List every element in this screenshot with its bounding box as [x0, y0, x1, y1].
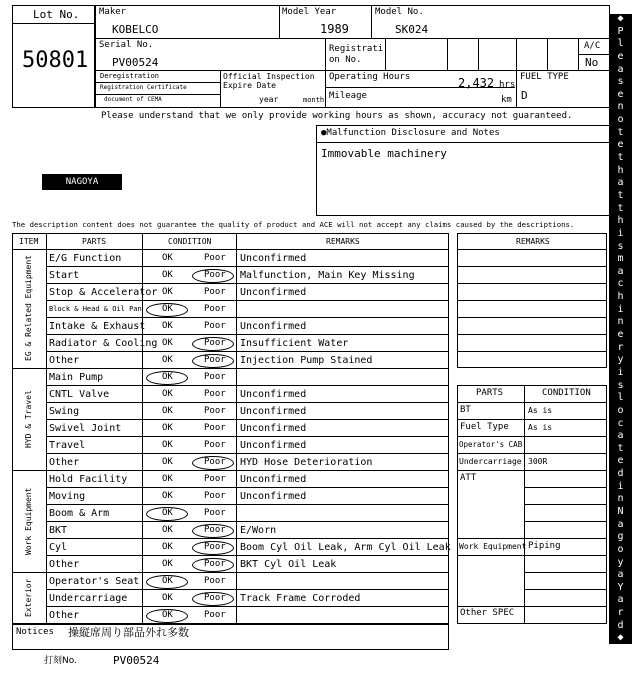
hrs-unit: hrs [499, 80, 516, 90]
side-note-text: ◆ P l e a s e n o t e t h a t t h i s m a c h i n e r y i s l o c a t e d i n N a g o y a Y a r d ◆ [617, 13, 624, 644]
ac-label: A/C [584, 41, 601, 51]
remark-text: Unconfirmed [240, 389, 307, 400]
poor-option: Poor [204, 253, 226, 263]
remark-text: Unconfirmed [240, 474, 307, 485]
notices-label: Notices [16, 627, 54, 637]
stamp-label: 打刻No. [44, 656, 77, 666]
remark-text: HYD Hose Deterioration [240, 457, 373, 468]
poor-option: Poor [204, 287, 226, 297]
right-remarks-header: REMARKS [516, 237, 550, 246]
part-name: Stop & Accelerator [49, 287, 158, 298]
operating-hours-label: Operating Hours [329, 72, 411, 82]
maker-value: KOBELCO [112, 23, 159, 36]
ok-circle-mark [146, 507, 188, 521]
poor-option: Poor [204, 593, 226, 603]
part-name: Other [49, 355, 80, 366]
ac-value: No [585, 56, 599, 69]
ok-option: OK [162, 525, 173, 535]
part-name: Main Pump [49, 372, 104, 383]
remark-text: Unconfirmed [240, 321, 307, 332]
table-row [0, 369, 640, 386]
registration-certificate-label: Registration Certificate [100, 84, 187, 91]
poor-option: Poor [204, 542, 226, 552]
ok-option: OK [162, 389, 173, 399]
km-unit: km [501, 95, 512, 105]
poor-option: Poor [204, 338, 226, 348]
remark-text: Unconfirmed [240, 440, 307, 451]
poor-circle-mark [192, 524, 234, 538]
ok-circle-mark [146, 303, 188, 317]
poor-option: Poor [204, 423, 226, 433]
poor-circle-mark [192, 541, 234, 555]
ok-option: OK [162, 372, 173, 382]
serial-value: PV00524 [112, 56, 159, 69]
part-name: Radiator & Cooling [49, 338, 158, 349]
ok-option: OK [162, 593, 173, 603]
remark-text: Boom Cyl Oil Leak, Arm Cyl Oil Leak [240, 542, 451, 553]
remark-text: Track Frame Corroded [240, 593, 361, 604]
deregistration-label: Deregistration [100, 72, 160, 80]
part-name: Moving [49, 491, 86, 502]
malfunction-box [316, 125, 610, 216]
year-unit: year [259, 95, 279, 104]
part-name: BKT [49, 525, 68, 536]
poor-option: Poor [204, 457, 226, 467]
malfunction-title: ●Malfunction Disclosure and Notes [321, 128, 500, 138]
lot-label: Lot No. [33, 8, 80, 21]
model-no-label: Model No. [375, 7, 424, 17]
ok-option: OK [162, 338, 173, 348]
part-name: Other [49, 457, 80, 468]
poor-option: Poor [204, 372, 226, 382]
group-label-hyd: HYD & Travel [24, 390, 33, 448]
spec-cond-work-equipment: Piping [528, 541, 561, 551]
ok-option: OK [162, 559, 173, 569]
poor-option: Poor [204, 508, 226, 518]
registration-label: Registrati on No. [329, 44, 384, 65]
poor-option: Poor [204, 355, 226, 365]
model-year-value: 1989 [320, 22, 349, 36]
ok-circle-mark [146, 609, 188, 623]
notices-text: 操縦席周り部品外れ多数 [68, 626, 189, 639]
part-name: Swing [49, 406, 80, 417]
part-name: Hold Facility [49, 474, 128, 485]
part-name: Intake & Exhaust [49, 321, 146, 332]
group-label-work: Work Equipment [24, 487, 33, 555]
spec-part-undercarriage: Undercarriage [459, 457, 522, 466]
condition-header: CONDITION [168, 237, 212, 246]
remark-text: Unconfirmed [240, 423, 307, 434]
spec-cond-undercarriage: 300R [528, 457, 548, 466]
group-label-exterior: Exterior [24, 578, 33, 618]
ok-option: OK [162, 321, 173, 331]
remark-text: Unconfirmed [240, 406, 307, 417]
poor-option: Poor [204, 474, 226, 484]
spec-part-cab: Operator's CAB [459, 440, 523, 449]
poor-option: Poor [204, 559, 226, 569]
part-name: Other [49, 559, 80, 570]
poor-option: Poor [204, 525, 226, 535]
poor-option: Poor [204, 610, 226, 620]
ok-option: OK [162, 508, 173, 518]
ok-circle-mark [146, 371, 188, 385]
item-header: ITEM [19, 237, 39, 246]
part-name: Boom & Arm [49, 508, 110, 519]
poor-option: Poor [204, 576, 226, 586]
ok-circle-mark [146, 575, 188, 589]
part-name: Other [49, 610, 80, 621]
remark-text: Unconfirmed [240, 287, 307, 298]
spec-cond-fuel: As is [528, 423, 553, 432]
month-unit: month [303, 96, 325, 104]
ok-option: OK [162, 474, 173, 484]
ok-option: OK [162, 304, 173, 314]
ok-option: OK [162, 253, 173, 263]
ok-option: OK [162, 457, 173, 467]
ok-option: OK [162, 491, 173, 501]
remark-text: Insufficient Water [240, 338, 349, 349]
spec-condition-header: CONDITION [542, 388, 591, 398]
remark-text: Unconfirmed [240, 253, 307, 264]
ok-option: OK [162, 423, 173, 433]
poor-option: Poor [204, 406, 226, 416]
part-name: Undercarriage [49, 593, 128, 604]
part-name: CNTL Valve [49, 389, 110, 400]
poor-option: Poor [204, 270, 226, 280]
malfunction-text: Immovable machinery [321, 147, 447, 160]
fuel-type-label: FUEL TYPE [520, 72, 569, 82]
poor-circle-mark [192, 558, 234, 572]
inspection-label: Official Inspection Expire Date [223, 72, 315, 90]
remarks-header: REMARKS [326, 237, 360, 246]
poor-option: Poor [204, 304, 226, 314]
operating-hours-value: 2,432 [458, 76, 495, 90]
remark-text: E/Worn [240, 525, 277, 536]
poor-circle-mark [192, 456, 234, 470]
remark-text: Injection Pump Stained [240, 355, 373, 366]
ok-option: OK [162, 287, 173, 297]
ok-option: OK [162, 406, 173, 416]
part-name: Travel [49, 440, 86, 451]
spec-part-bt: BT [460, 405, 471, 415]
poor-option: Poor [204, 321, 226, 331]
serial-label: Serial No. [99, 40, 154, 50]
part-name: Start [49, 270, 80, 281]
parts-header: PARTS [82, 237, 107, 246]
model-year-label: Model Year [282, 7, 337, 17]
spec-part-work-equipment: Work Equipment [459, 542, 527, 551]
ok-option: OK [162, 270, 173, 280]
ok-option: OK [162, 610, 173, 620]
stamp-value: PV00524 [113, 654, 160, 667]
group-label-eg: EG & Related Equipment [24, 255, 33, 362]
disclaimer: The description content does not guarantee the quality of product and ACE will not accept any claims caused by the descriptions. [12, 220, 575, 229]
remark-text: Unconfirmed [240, 491, 307, 502]
model-no-value: SK024 [395, 23, 429, 36]
part-name: Swivel Joint [49, 423, 122, 434]
part-name: Operator's Seat [49, 576, 140, 587]
spec-part-att: ATT [460, 473, 477, 483]
spec-cond-bt: As is [528, 406, 553, 415]
location-badge: NAGOYA [42, 174, 122, 190]
part-name: E/G Function [49, 253, 122, 264]
part-name: Cyl [49, 542, 68, 553]
cema-label: document of CEMA [104, 96, 162, 103]
spec-parts-header: PARTS [476, 388, 504, 398]
remark-text: BKT Cyl Oil Leak [240, 559, 337, 570]
hours-notice: Please understand that we only provide working hours as shown, accuracy not guaranteed. [101, 111, 573, 121]
poor-option: Poor [204, 440, 226, 450]
poor-circle-mark [192, 354, 234, 368]
spec-part-other: Other SPEC [460, 608, 515, 618]
mileage-label: Mileage [329, 91, 367, 101]
poor-circle-mark [192, 592, 234, 606]
poor-circle-mark [192, 269, 234, 283]
ok-option: OK [162, 542, 173, 552]
remark-text: Malfunction, Main Key Missing [240, 270, 415, 281]
part-name: Block & Head & Oil Pan [49, 305, 142, 313]
maker-label: Maker [99, 7, 127, 17]
poor-option: Poor [204, 389, 226, 399]
lot-number: 50801 [22, 48, 89, 73]
poor-option: Poor [204, 491, 226, 501]
fuel-type-value: D [521, 89, 528, 102]
ok-option: OK [162, 576, 173, 586]
ok-option: OK [162, 355, 173, 365]
poor-circle-mark [192, 337, 234, 351]
spec-part-fuel: Fuel Type [460, 422, 509, 432]
ok-option: OK [162, 440, 173, 450]
